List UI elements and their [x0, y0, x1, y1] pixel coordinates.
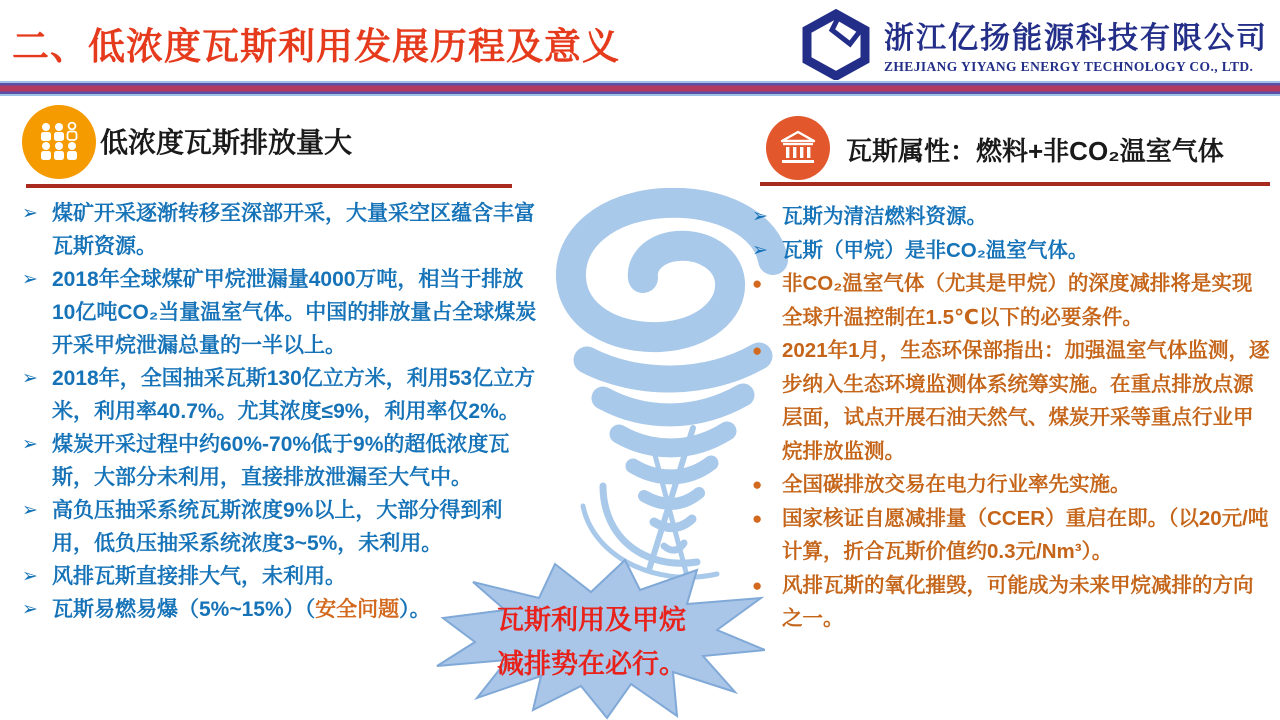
company-name-block	[884, 13, 1268, 75]
bullet-text: 非CO₂温室气体（尤其是甲烷）的深度减排将是实现全球升温控制在1.5℃以下的必要条件。	[782, 272, 1253, 329]
bullet-marker-icon: ●	[752, 475, 763, 494]
bullet-text: 煤炭开采过程中约60%-70%低于9%的超低浓度瓦斯，大部分未利用，直接排放泄漏至大气中。	[52, 433, 510, 489]
bullet-text: 风排瓦斯的氧化摧毁，可能成为未来甲烷减排的方向之一。	[782, 573, 1254, 630]
bullet-marker-icon: ➢	[22, 566, 38, 587]
bullet-text: 高负压抽采系统瓦斯浓度9%以上，大部分得到利用，低负压抽采系统浓度3~5%，未利用。	[52, 499, 503, 555]
bullet-text: 全国碳排放交易在电力行业率先实施。	[782, 473, 1131, 496]
list-item	[22, 362, 540, 428]
bullet-marker-icon: ➢	[22, 368, 38, 389]
bullet-text: 煤矿开采逐渐转移至深部开采，大量采空区蕴含丰富瓦斯资源。	[52, 202, 535, 258]
list-item	[752, 502, 1272, 569]
bullet-marker-icon: ➢	[22, 434, 38, 455]
right-bullet-list	[752, 200, 1272, 636]
page-title: 二、低浓度瓦斯利用发展历程及意义	[12, 26, 620, 67]
bullet-marker-icon: ➢	[22, 269, 38, 290]
company-name-zh: 浙江亿扬能源科技有限公司	[884, 22, 1268, 55]
list-item	[752, 267, 1272, 334]
bullet-text: 国家核证自愿减排量（CCER）重启在即。（以20元/吨计算，折合瓦斯价值约0.3元/Nm³）。	[782, 506, 1269, 563]
bullet-marker-icon: ➢	[22, 599, 38, 620]
bullet-marker-icon: ➢	[752, 206, 768, 227]
callout-text	[497, 598, 686, 686]
bullet-marker-icon: ➢	[22, 203, 38, 224]
bank-icon	[766, 116, 830, 180]
bullet-text: 瓦斯易燃易爆（5%~15%）（安全问题）。	[52, 598, 431, 621]
people-group-icon	[22, 105, 96, 179]
bullet-text: 瓦斯（甲烷）是非CO₂温室气体。	[782, 238, 1089, 262]
bullet-marker-icon: ➢	[22, 500, 38, 521]
list-item	[22, 494, 540, 560]
list-item	[22, 197, 540, 263]
list-item	[752, 569, 1272, 636]
list-item	[752, 200, 1272, 234]
bullet-text: 2018年全球煤矿甲烷泄漏量4000万吨，相当于排放10亿吨CO₂当量温室气体。中国的排放量占全球煤炭开采甲烷泄漏总量的一半以上。	[52, 268, 537, 357]
bullet-text: 2018年，全国抽采瓦斯130亿立方米，利用53亿立方米，利用率40.7%。尤其浓度≤9%，利用率仅2%。	[52, 367, 536, 423]
bullet-marker-icon: ●	[752, 274, 763, 293]
right-section-heading: 瓦斯属性：燃料+非CO₂温室气体	[846, 136, 1224, 166]
list-item	[22, 428, 540, 494]
bullet-text: 2021年1月，生态环保部指出：加强温室气体监测，逐步纳入生态环境监测体系统筹实施。在重点排放点源层面，试点开展石油天然气、煤炭开采等重点行业甲烷排放监测。	[782, 339, 1270, 463]
starburst-callout	[435, 558, 765, 720]
hexagon-logo-icon	[798, 8, 874, 80]
company-name-en: ZHEJIANG YIYANG ENERGY TECHNOLOGY CO., LTD.	[884, 59, 1254, 74]
bullet-marker-icon: ●	[752, 575, 763, 595]
company-logo	[798, 8, 1268, 80]
list-item	[752, 468, 1272, 502]
bullet-text: 风排瓦斯直接排大气，未利用。	[52, 565, 346, 588]
callout-line-2: 减排势在必行。	[497, 649, 686, 679]
bullet-marker-icon: ●	[752, 508, 763, 528]
callout-line-1: 瓦斯利用及甲烷	[497, 605, 686, 635]
bullet-marker-icon: ➢	[752, 239, 768, 261]
header-divider-bar	[0, 81, 1280, 96]
right-heading-underline	[760, 182, 1270, 186]
list-item	[752, 234, 1272, 268]
list-item	[22, 263, 540, 362]
left-heading-underline	[26, 184, 512, 188]
bullet-text: 瓦斯为清洁燃料资源。	[782, 205, 987, 228]
left-section-heading: 低浓度瓦斯排放量大	[100, 127, 353, 158]
list-item	[752, 334, 1272, 468]
bullet-marker-icon: ●	[752, 341, 763, 360]
